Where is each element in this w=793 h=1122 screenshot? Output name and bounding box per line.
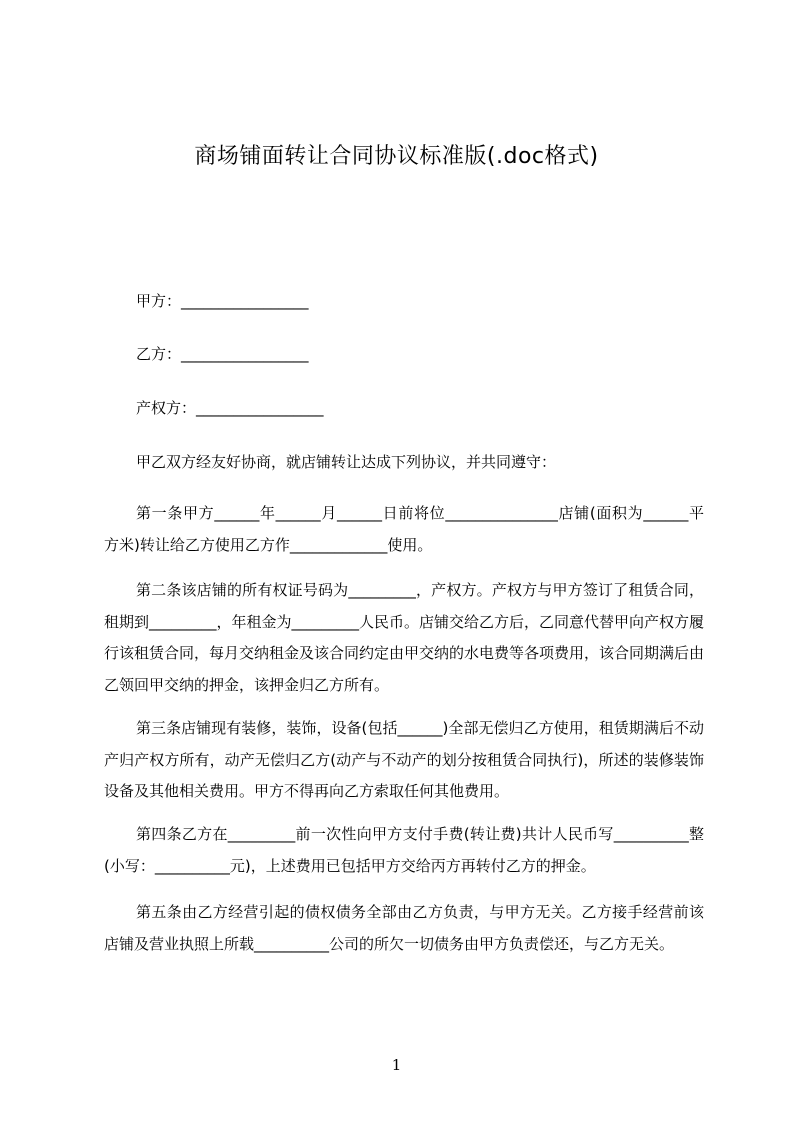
- article-2: 第二条该店铺的所有权证号码为_________，产权方。产权方与甲方签订了租赁合同，租期到_________，年租金为_________人民币。店铺交给乙方后，乙同意代替甲向产权方履行该租赁合同，每月交纳租金及该合同约定由甲交纳的水电费等各项费用，该合同期满后由乙领回甲交纳的押金，该押金归乙方所有。: [104, 581, 705, 694]
- page-number: 1: [391, 1056, 402, 1074]
- property-owner-line: 产权方：_________________: [136, 399, 324, 417]
- party-a-line: 甲方：_________________: [136, 292, 309, 310]
- party-b-line: 乙方：_________________: [136, 345, 309, 363]
- article-1: 第一条甲方______年______月______日前将位_______________店铺(面积为______平方米)转让给乙方使用乙方作_____________使用。: [104, 504, 704, 554]
- article-4: 第四条乙方在_________前一次性向甲方支付手费(转让费)共计人民币写__________整(小写：__________元)，上述费用已包括甲方交给丙方再转付乙方的押金。: [104, 825, 704, 875]
- article-3: 第三条店铺现有装修，装饰，设备(包括______)全部无偿归乙方使用，租赁期满后不动产归产权方所有，动产无偿归乙方(动产与不动产的划分按租赁合同执行)，所述的装修装饰设备及其他相关费用。甲方不得再向乙方索取任何其他费用。: [104, 719, 704, 800]
- intro-paragraph: 甲乙双方经友好协商，就店铺转让达成下列协议，并共同遵守：: [136, 453, 557, 471]
- article-5: 第五条由乙方经营引起的债权债务全部由乙方负责，与甲方无关。乙方接手经营前该店铺及营业执照上所载__________公司的所欠一切债务由甲方负责偿还，与乙方无关。: [104, 903, 704, 953]
- document-title: 商场铺面转让合同协议标准版(.doc格式): [194, 144, 599, 169]
